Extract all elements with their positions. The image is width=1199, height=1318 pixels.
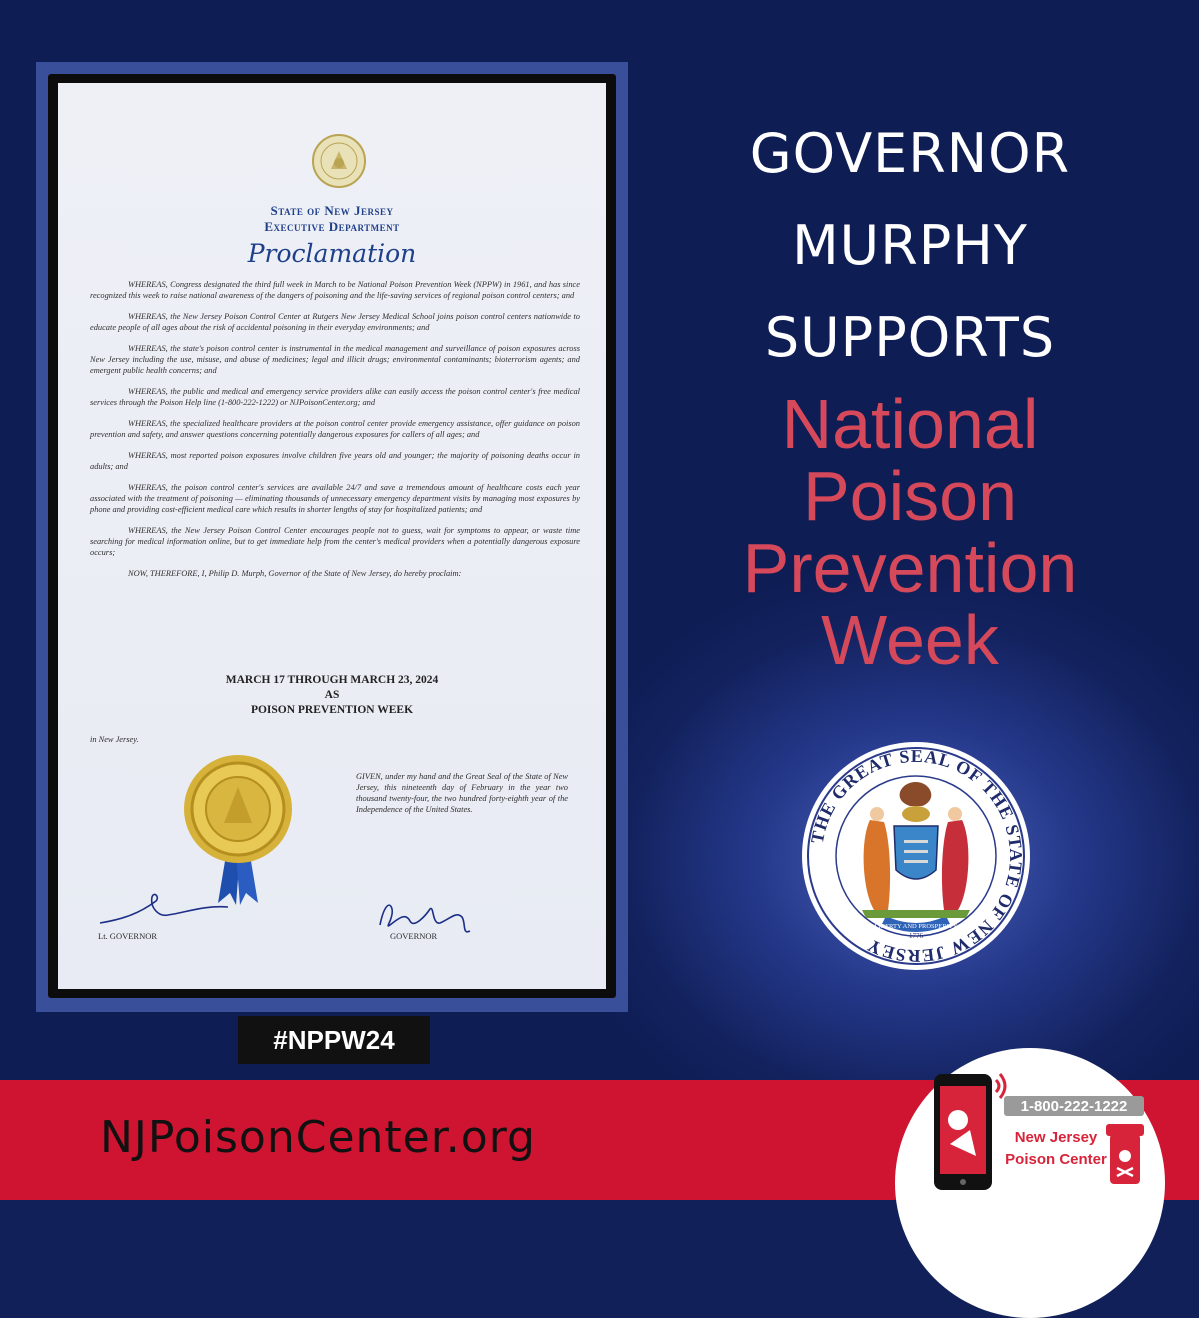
- great-seal-icon: [800, 740, 1032, 972]
- logo-name-line1: New Jersey: [1014, 1129, 1098, 1146]
- hashtag-badge: #NPPW24: [238, 1016, 430, 1064]
- event-title-line: Week: [821, 601, 999, 679]
- seal-motto: LIBERTY AND PROSPERITY: [874, 923, 958, 930]
- whereas-paragraph: WHEREAS, the New Jersey Poison Control Center encourages people not to guess, wait for symptoms to appear, or waste time searching for medical information online, but to get immediate help from the center's medical providers when a potentially dangerous exposure occurs;: [90, 526, 580, 557]
- footer-website-link[interactable]: NJPoisonCenter.org: [100, 1112, 536, 1163]
- seal-ring-text: THE GREAT SEAL OF THE STATE OF NEW JERSEY: [806, 745, 1027, 967]
- proclamation-document: [58, 83, 606, 989]
- whereas-paragraph: WHEREAS, most reported poison exposures involve children five years old and younger; the majority of poisoning deaths occur in adults; and: [90, 451, 580, 471]
- headline-line: GOVERNOR: [749, 122, 1071, 185]
- whereas-paragraph: WHEREAS, Congress designated the third full week in March to be National Poison Prevention Week (NPPW) in 1961, and has since recognized this week to raise national awareness of the dangers of poisoning and the life-saving services of regional poison control centers; and: [90, 280, 580, 300]
- event-title-line: Poison: [802, 457, 1018, 535]
- whereas-paragraph: WHEREAS, the specialized healthcare providers at the poison control center provide emergency assistance, offer guidance on poison prevention and safety, and answer questions concerning potentially dangerous exposures for callers of all ages; and: [90, 419, 580, 439]
- document-header-department: Executive Department: [264, 219, 400, 234]
- proclaim-block: [58, 673, 606, 718]
- event-title: [700, 385, 1120, 679]
- document-header-state: State of New Jersey: [270, 203, 394, 218]
- nj-poison-center-logo[interactable]: [930, 1060, 1150, 1200]
- whereas-paragraph: WHEREAS, the poison control center's services are available 24/7 and save a tremendous amount of healthcare costs each year associated with the treatment of poisoning — eliminating thousands of unnecessary emergency department visits by managing most exposures by phone and providing cost-efficient medical care which results in shorter lengths of stay for hospitalized patients; and: [90, 483, 580, 514]
- in-new-jersey-text: in New Jersey.: [90, 735, 139, 744]
- governor-label: GOVERNOR: [390, 931, 438, 941]
- headline: [700, 108, 1120, 384]
- lt-governor-label: Lt. GOVERNOR: [98, 931, 158, 941]
- whereas-list: [90, 279, 580, 589]
- proclaim-dates: MARCH 17 THROUGH MARCH 23, 2024: [225, 674, 439, 686]
- headline-line: SUPPORTS: [764, 306, 1056, 369]
- state-seal-small-icon: [311, 133, 367, 189]
- headline-line: MURPHY: [792, 214, 1028, 277]
- event-title-line: National: [781, 385, 1039, 463]
- document-title: Proclamation: [247, 239, 417, 268]
- whereas-paragraph: WHEREAS, the New Jersey Poison Control Center at Rutgers New Jersey Medical School joins poison control centers nationwide to educate people of all ages about the risk of accidental poisoning in their everyday environments; and: [90, 312, 580, 332]
- proclaim-as: AS: [324, 689, 340, 701]
- given-paragraph: GIVEN, under my hand and the Great Seal of the State of New Jersey, this nineteenth day of February in the year two thousand twenty-four, the two hundred forty-eighth year of the Independence of the United States.: [356, 772, 568, 814]
- whereas-paragraph: WHEREAS, the public and medical and emergency service providers alike can easily access the poison control center's free medical services through the Poison Help line (1-800-222-1222) or NJPoisonCenter.org; and: [90, 387, 580, 407]
- seal-year: 1776: [909, 932, 923, 940]
- lt-governor-signature: [94, 883, 234, 933]
- logo-phone-number: 1-800-222-1222: [1020, 1098, 1128, 1115]
- now-therefore-paragraph: NOW, THEREFORE, I, Philip D. Murph, Governor of the State of New Jersey, do hereby proclaim:: [128, 569, 462, 578]
- proclaim-name: POISON PREVENTION WEEK: [250, 704, 414, 716]
- logo-name-line2: Poison Center: [1005, 1151, 1107, 1168]
- event-title-line: Prevention: [742, 529, 1078, 607]
- whereas-paragraph: WHEREAS, the state's poison control center is instrumental in the medical management and surveillance of poison exposures across New Jersey including the use, misuse, and abuse of medicines; legal and illicit drugs; environmental contaminants; bioterrorism agents; and emergent public health concerns; and: [90, 344, 580, 375]
